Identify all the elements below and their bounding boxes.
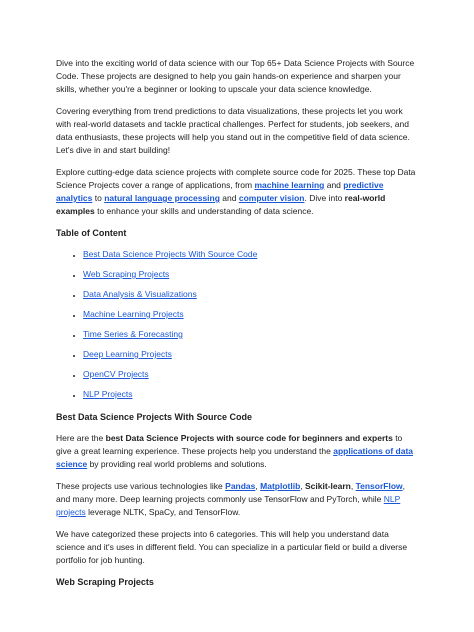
intro-text: to	[92, 193, 105, 203]
computer-vision-link[interactable]: computer vision	[238, 193, 305, 203]
best-projects-heading: Best Data Science Projects With Source Code	[56, 412, 252, 422]
toc-item	[83, 268, 416, 281]
tech-text: ,	[300, 481, 306, 491]
nlp-link[interactable]: natural language processing	[104, 193, 220, 203]
toc-item	[83, 308, 416, 321]
toc-link-time-series[interactable]: Time Series & Forecasting	[83, 329, 183, 339]
intro-text: and	[324, 180, 344, 190]
applications-link[interactable]: applications of data science	[56, 446, 414, 469]
nlp-projects-link[interactable]: NLP projects	[56, 494, 401, 517]
toc-item	[83, 288, 416, 301]
tech-text: leverage NLTK, SpaCy, and TensorFlow.	[85, 507, 241, 517]
web-scraping-heading: Web Scraping Projects	[56, 577, 154, 587]
tech-text: These projects use various technologies like	[56, 481, 226, 491]
toc-link-best-projects[interactable]: Best Data Science Projects With Source Code	[83, 249, 258, 259]
toc-list	[56, 248, 416, 401]
best-text: Here are the	[56, 433, 106, 443]
best-text: by providing real world problems and solutions.	[87, 459, 267, 469]
scikit-learn-bold: Scikit-learn	[305, 481, 351, 491]
pandas-link[interactable]: Pandas	[225, 481, 256, 491]
best-projects-bold: best Data Science Projects with source code for beginners and experts	[105, 433, 393, 443]
toc-item	[83, 368, 416, 381]
toc-link-opencv[interactable]: OpenCV Projects	[83, 369, 149, 379]
intro-paragraph-3	[56, 166, 416, 218]
best-paragraph-3: We have categorized these projects into 6 categories. This will help you understand data science and it's uses in different field. You can specialize in a particular field or build a diverse portfolio for job hunting.	[56, 529, 408, 565]
toc-link-machine-learning[interactable]: Machine Learning Projects	[83, 309, 184, 319]
intro-text: Explore cutting-edge data science projects with complete source code for 2025. These top Data Science Projects cover a range of applications, from	[56, 167, 416, 190]
toc-link-nlp[interactable]: NLP Projects	[83, 389, 133, 399]
best-text: to give a great learning experience. These projects help you understand the	[56, 433, 403, 456]
machine-learning-link[interactable]: machine learning	[254, 180, 325, 190]
toc-item	[83, 348, 416, 361]
intro-text: to enhance your skills and understanding of data science.	[94, 206, 314, 216]
best-paragraph-2	[56, 480, 416, 519]
article-content	[56, 57, 416, 597]
best-paragraph-1	[56, 432, 416, 471]
real-world-examples-bold: real-world examples	[56, 193, 386, 216]
toc-item	[83, 328, 416, 341]
intro-paragraph-1: Dive into the exciting world of data science with our Top 65+ Data Science Projects with Source Code. These projects are designed to help you gain hands-on experience and sharpen your skills, whether you're a beginner or looking to upscale your data science knowledge.	[56, 58, 415, 94]
tech-text: , and many more. Deep learning projects commonly use TensorFlow and PyTorch, while	[56, 481, 406, 504]
predictive-analytics-link[interactable]: predictive analytics	[56, 180, 384, 203]
toc-link-deep-learning[interactable]: Deep Learning Projects	[83, 349, 172, 359]
toc-item	[83, 248, 416, 261]
intro-text: . Dive into	[304, 193, 345, 203]
toc-link-data-analysis[interactable]: Data Analysis & Visualizations	[83, 289, 197, 299]
toc-item	[83, 388, 416, 401]
tech-text: ,	[255, 481, 261, 491]
tensorflow-link[interactable]: TensorFlow	[355, 481, 403, 491]
intro-paragraph-2: Covering everything from trend predictions to data visualizations, these projects let you work with real-world datasets and tackle practical challenges. Perfect for students, job seekers, and data enthusiasts, these projects will help you stand out in the competitive field of data science. Let's dive in and start building!	[56, 106, 410, 155]
toc-link-web-scraping[interactable]: Web Scraping Projects	[83, 269, 170, 279]
matplotlib-link[interactable]: Matplotlib	[260, 481, 301, 491]
toc-heading: Table of Content	[56, 228, 127, 238]
tech-text: ,	[350, 481, 356, 491]
intro-text: and	[219, 193, 239, 203]
